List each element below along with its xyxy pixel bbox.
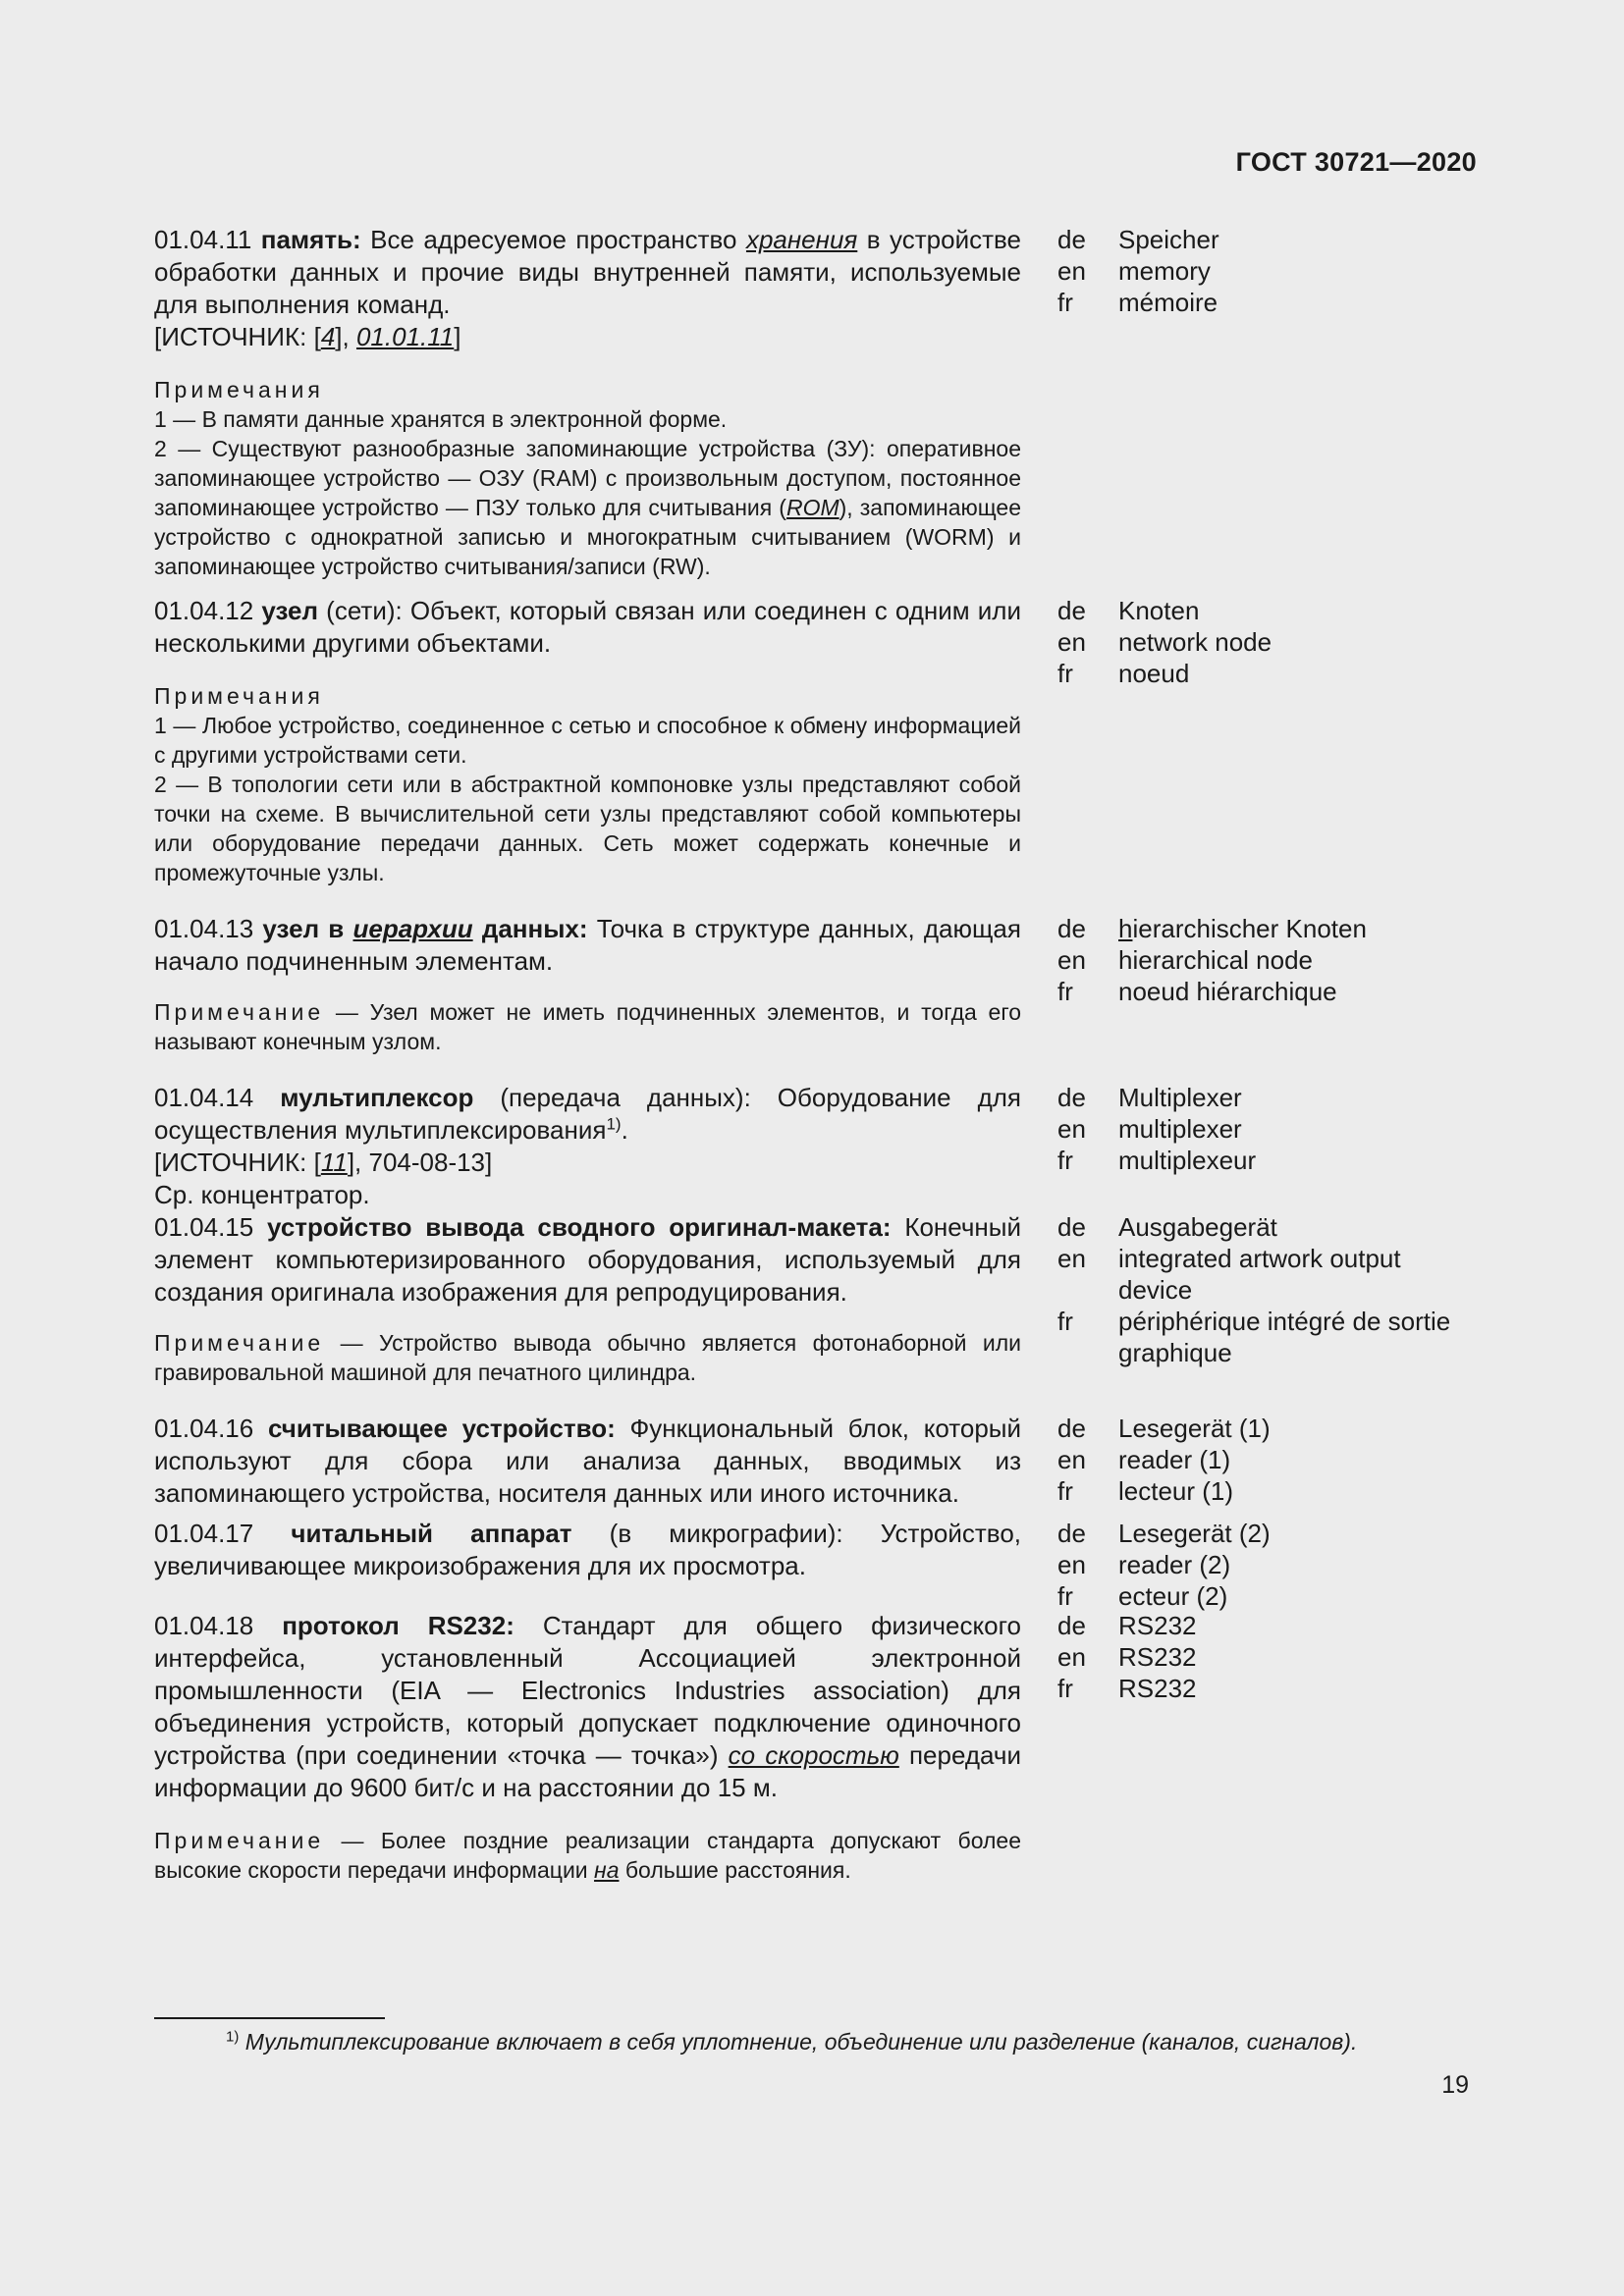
terms-content [154,224,1470,1885]
term-entry-01-04-13 [154,913,1470,1056]
term-entry-01-04-17 [154,1518,1470,1611]
note-title: Примечания [154,683,324,709]
term-equivalents [1057,595,1470,689]
lang-row-de: de Lesegerät (1) [1057,1414,1271,1443]
lang-row-de: de RS232 [1057,1611,1197,1640]
lang-row-de: de Ausgabegerät [1057,1212,1277,1242]
source-ref-link[interactable]: 11 [320,1148,348,1177]
lang-row-fr: fr ecteur (2) [1057,1581,1228,1611]
lang-row-de: de Multiplexer [1057,1083,1242,1112]
term-entry-01-04-14 [154,1082,1470,1211]
term-definition: 01.04.16 считывающее устройство: Функциональный блок, который используют для сбора или анализа данных, вводимых из запоминающего устройства, носителя данных или иного источника. [154,1414,1021,1508]
term-name: читальный аппарат [291,1519,572,1548]
term-crossref-link[interactable]: h [1118,914,1133,943]
lang-row-fr: fr RS232 [1057,1674,1197,1703]
term-crossref-link[interactable]: иерархии [352,914,473,943]
footnote [226,2027,1473,2056]
lang-row-en: en memory [1057,256,1211,286]
note-title: Примечание [154,1828,325,1853]
term-name: считывающее устройство: [267,1414,616,1443]
term-name: устройство вывода сводного оригинал-макета: [267,1212,892,1242]
lang-row-de: de Speicher [1057,225,1219,254]
term-name: протокол RS232: [282,1611,514,1640]
page-number: 19 [1441,2071,1469,2099]
lang-row-en: en network node [1057,627,1272,657]
note-item: 1 — В памяти данные хранятся в электронной форме. [154,406,728,432]
term-entry-01-04-18 [154,1610,1470,1885]
footnote-ref[interactable]: 1) [606,1114,622,1134]
source-ref-link[interactable]: 4 [320,322,336,351]
term-entry-01-04-11 [154,224,1470,581]
term-number: 01.04.11 [154,225,252,254]
term-equivalents [1057,1211,1470,1368]
lang-row-fr: fr noeud [1057,659,1190,688]
footnote-divider [154,2017,385,2019]
note-title: Примечание [154,1330,325,1356]
lang-row-en: en hierarchical node [1057,945,1314,975]
source-clause-link[interactable]: 01.01.11 [355,322,455,351]
term-definition: 01.04.18 протокол RS232: Стандарт для общего физического интерфейса, установленный Ассоциацией электронной промышленности (EIA — Electronics Industries association) для объединения устройств, который допускает подключение одиночного устройства (при соединении «точка — точка») со скоростью передачи информации до 9600 бит/с и на расстоянии до 15 м. [154,1611,1021,1802]
term-equivalents [1057,1610,1470,1704]
lang-row-en: en multiplexer [1057,1114,1242,1144]
lang-row-fr: fr périphérique intégré de sortie graphique [1057,1307,1451,1367]
term-entry-01-04-12 [154,595,1470,887]
term-entry-01-04-16 [154,1413,1470,1510]
term-source: [ИСТОЧНИК: [11], 704-08-13] [154,1148,493,1177]
lang-row-de: de hierarchischer Knoten [1057,914,1367,943]
lang-row-fr: fr lecteur (1) [1057,1476,1234,1506]
note-crossref-link[interactable]: на [594,1857,620,1883]
term-crossref-link[interactable]: хранения [745,225,858,254]
note-item: Примечание — Более поздние реализации стандарта допускают более высокие скорости передачи информации на большие расстояния. [154,1828,1021,1883]
lang-row-en: en RS232 [1057,1642,1197,1672]
term-definition: 01.04.14 мультиплексор (передача данных): Оборудование для осуществления мультиплексирования$^{1)}$. [154,1083,1021,1145]
note-item: Примечание — Устройство вывода обычно является фотонаборной или гравировальной машиной для печатного цилиндра. [154,1330,1022,1385]
footnote-text: Мультиплексирование включает в себя уплотнение, объединение или разделение (каналов, сигналов). [244,2029,1358,2055]
lang-row-de: de Lesegerät (2) [1057,1519,1271,1548]
term-definition: 01.04.13 узел в иерархии данных: Точка в структуре данных, дающая начало подчиненным элементам. [154,914,1021,976]
note-title: Примечание [154,999,325,1025]
note-item: 2 — В топологии сети или в абстрактной компоновке узлы представляют собой точки на схеме. В вычислительной сети узлы представляют собой компьютеры или оборудование передачи данных. Сеть может содержать конечные и промежуточные узлы. [154,772,1021,885]
footnote-mark: 1) [226,2028,240,2046]
term-definition: 01.04.17 читальный аппарат (в микрографии): Устройство, увеличивающее микроизображения для их просмотра. [154,1519,1022,1580]
term-entry-01-04-15 [154,1211,1470,1387]
lang-row-fr: fr mémoire [1057,288,1218,317]
term-name: память: [260,225,361,254]
note-item: Примечание — Узел может не иметь подчиненных элементов, и тогда его называют конечным узлом. [154,999,1022,1054]
term-equivalents [1057,224,1470,318]
lang-row-fr: fr multiplexeur [1057,1146,1257,1175]
lang-row-en: en integrated artwork output device [1057,1244,1401,1305]
lang-row-en: en reader (1) [1057,1445,1231,1474]
term-definition: 01.04.11 память: Все адресуемое пространство хранения в устройстве обработки данных и прочие виды внутренней памяти, используемые для выполнения команд. [154,225,1021,319]
note-crossref-link[interactable]: ROM [785,495,839,520]
term-equivalents [1057,1082,1470,1176]
lang-row-en: en reader (2) [1057,1550,1231,1579]
term-definition: 01.04.15 устройство вывода сводного оригинал-макета: Конечный элемент компьютеризированного оборудования, используемый для создания оригинала изображения для репродуцирования. [154,1212,1021,1307]
term-name: мультиплексор [280,1083,474,1112]
term-source: [ИСТОЧНИК: [4], 01.01.11] [154,322,461,351]
term-name: узел в [262,914,345,943]
lang-row-fr: fr noeud hiérarchique [1057,977,1337,1006]
term-equivalents [1057,913,1470,1007]
term-crossref-link[interactable]: со скоростью [728,1740,899,1770]
standard-designation: ГОСТ 30721—2020 [1235,147,1477,177]
term-see-also: Ср. концентратор. [154,1180,370,1209]
lang-row-de: de Knoten [1057,596,1200,625]
term-definition: 01.04.12 узел (сети): Объект, который связан или соединен с одним или несколькими другими объектами. [154,596,1021,658]
term-equivalents [1057,1518,1470,1612]
term-equivalents [1057,1413,1470,1507]
note-title: Примечания [154,377,324,402]
note-item: 1 — Любое устройство, соединенное с сетью и способное к обмену информацией с другими устройствами сети. [154,713,1021,768]
note-item: 2 — Существуют разнообразные запоминающие устройства (ЗУ): оперативное запоминающее устройство — ОЗУ (RAM) с произвольным доступом, постоянное запоминающее устройство — ПЗУ только для считывания (ROM), запоминающее устройство с однократной записью и многократным считыванием (WORM) и запоминающее устройство считывания/записи (RW). [154,436,1021,579]
term-name: узел [261,596,319,625]
